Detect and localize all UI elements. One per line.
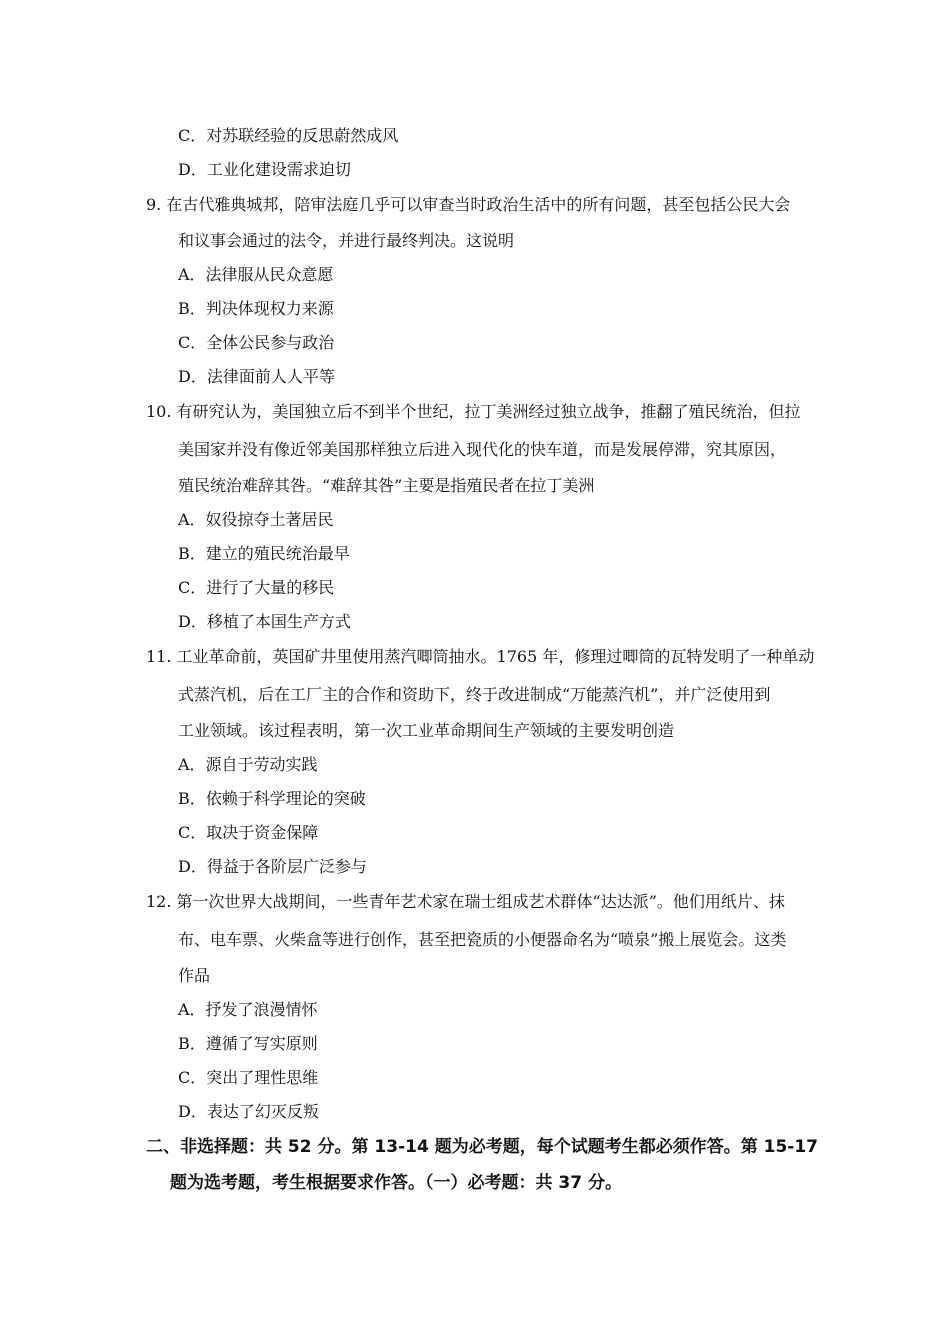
q10-stem-line2: 美国家并没有像近邻美国那样独立后进入现代化的快车道，而是发展停滞，究其原因，	[178, 440, 787, 459]
q12-option-b: B．遵循了写实原则	[178, 1034, 318, 1053]
q12-stem-line2: 布、电车票、火柴盒等进行创作，甚至把瓷质的小便器命名为“喷泉”搬上展览会。这类	[178, 930, 787, 949]
q9-stem-line2: 和议事会通过的法令，并进行最终判决。这说明	[178, 231, 515, 250]
section2-heading-line1: 二、非选择题：共 52 分。第 13-14 题为必考题，每个试题考生都必须作答。第 15-17	[146, 1137, 818, 1157]
q10-option-b: B．建立的殖民统治最早	[178, 544, 350, 563]
q11-option-a: A．源自于劳动实践	[178, 755, 318, 774]
q9-option-c: C．全体公民参与政治	[178, 333, 335, 352]
section2-heading-line2: 题为选考题，考生根据要求作答。（一）必考题：共 37 分。	[170, 1173, 622, 1193]
q10-option-c: C．进行了大量的移民	[178, 578, 335, 597]
q12-option-c: C．突出了理性思维	[178, 1068, 319, 1087]
q12-option-a: A．抒发了浪漫情怀	[178, 1000, 318, 1019]
q11-option-b: B．依赖于科学理论的突破	[178, 789, 366, 808]
q12-stem-line1: 12. 第一次世界大战期间，一些青年艺术家在瑞士组成艺术群体“达达派”。他们用纸片、抹	[146, 892, 785, 911]
q8-option-d: D．工业化建设需求迫切	[178, 160, 351, 179]
q11-option-d: D．得益于各阶层广泛参与	[178, 857, 367, 876]
q9-option-b: B．判决体现权力来源	[178, 299, 334, 318]
q9-option-a: A．法律服从民众意愿	[178, 265, 334, 284]
q10-option-d: D．移植了本国生产方式	[178, 612, 351, 631]
q12-stem-line3: 作品	[178, 966, 211, 985]
q10-stem-line3: 殖民统治难辞其咎。“难辞其咎”主要是指殖民者在拉丁美洲	[178, 476, 595, 495]
q10-option-a: A．奴役掠夺土著居民	[178, 510, 334, 529]
q11-option-c: C．取决于资金保障	[178, 823, 319, 842]
q10-stem-line1: 10. 有研究认为，美国独立后不到半个世纪，拉丁美洲经过独立战争，推翻了殖民统治，但拉	[146, 402, 801, 421]
q11-stem-line3: 工业领域。该过程表明，第一次工业革命期间生产领域的主要发明创造	[178, 721, 675, 740]
q9-stem-line1: 9. 在古代雅典城邦，陪审法庭几乎可以审查当时政治生活中的所有问题，甚至包括公民大会	[146, 195, 791, 214]
q9-option-d: D．法律面前人人平等	[178, 367, 335, 386]
q11-stem-line2: 式蒸汽机，后在工厂主的合作和资助下，终于改进制成“万能蒸汽机”，并广泛使用到	[178, 685, 771, 704]
q11-stem-line1: 11. 工业革命前，英国矿井里使用蒸汽唧筒抽水。1765 年，修理过唧筒的瓦特发明了一种单动	[146, 647, 815, 666]
q12-option-d: D．表达了幻灭反叛	[178, 1102, 319, 1121]
q8-option-c: C．对苏联经验的反思蔚然成风	[178, 126, 399, 145]
